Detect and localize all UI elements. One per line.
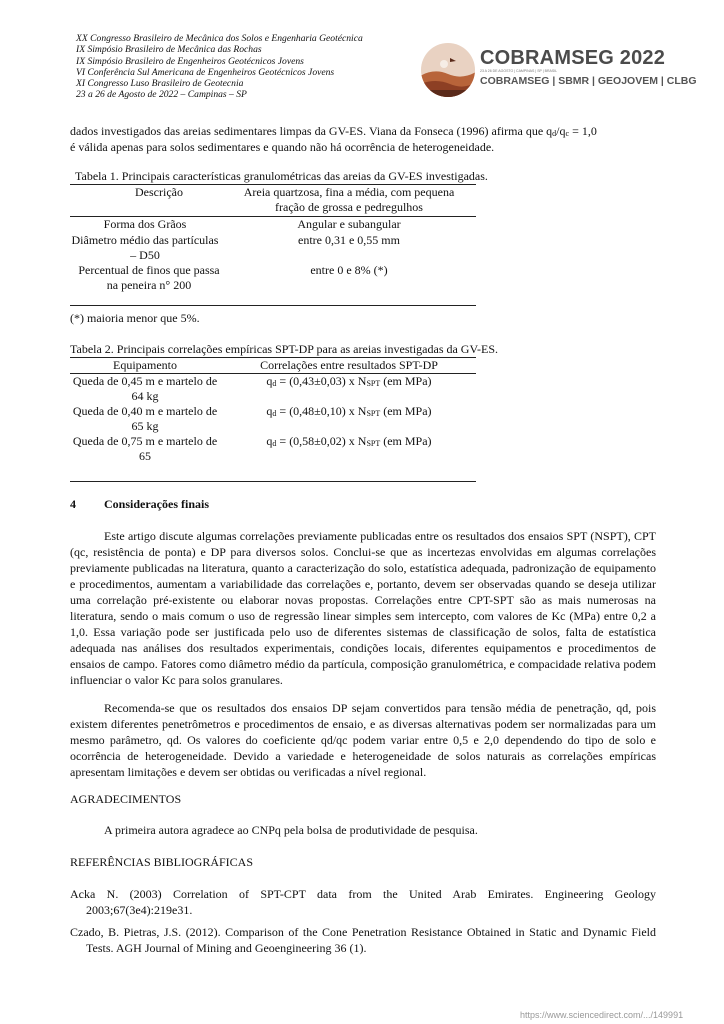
conference-header <box>76 33 363 101</box>
header-line: XI Congresso Luso Brasileiro de Geotecnia <box>76 78 244 90</box>
table2-header-eq: Equipamento <box>113 358 177 372</box>
ack-heading: AGRADECIMENTOS <box>70 792 182 806</box>
section-number: 4 <box>70 497 76 511</box>
header-line: IX Simpósio Brasileiro de Mecânica das Rochas <box>76 44 262 56</box>
table2-cell-corr: $q_d = (0,58\pm 0,02)$ x $N_{SPT}$ (em MPa) <box>266 434 432 448</box>
table2-cell-corr: $q_d = (0,48\pm 0,10)$ x $N_{SPT}$ (em MPa) <box>266 404 432 418</box>
table1-bottom-rule <box>70 305 476 306</box>
logo-subtitle: COBRAMSEG | SBMR | GEOJOVEM | CLBG <box>480 75 697 87</box>
table1-cell-desc: Diâmetro médio das partículas – D50 <box>71 233 219 262</box>
footer-url: https://www.sciencedirect.com/.../149991 <box>520 1010 684 1020</box>
section-paragraph: Este artigo discute algumas correlações previamente publicadas entre os resultados dos ensaios SPT (NSPT), CPT (qc, resistência de ponta) e DP para diversos solos. Conclui-se que as incertezas envolvidas em algumas correlações previamente publicadas na literatura, quanto a caracterização do solo, estatística adequada, padronização de equipamento e procedimentos, aumentam a variabilidade das correlações e, portanto, devem ser observadas quando se deseja utilizar uma correlação pré-existente ou elaborar novas propostas. Correlações entre CPT-SPT são as mais numerosas na literatura, sendo o mais comum o uso de regressão linear simples sem intercepto, com valores de Kc (MPa) entre 0,2 a 1,0. Essa variação pode ser justificada pelo uso de diferentes sistemas de classificação de solos, falta de estatística adequada nas análises dos resultados experimentais, condições locais, diferentes equipamentos e procedimentos de ensaios de campo. Fatores como diâmetro médio da partícula, composição granulométrica, e compacidade relativa podem influenciar o valor Kc para solos granulares. <box>70 529 656 687</box>
table1-header-val: Areia quartzosa, fina a média, com pequena fração de grossa e pedregulhos <box>243 185 455 214</box>
logo-emblem-icon <box>420 42 476 98</box>
header-line: 23 a 26 de Agosto de 2022 – Campinas – SP <box>76 89 247 101</box>
intro-paragraph <box>70 123 658 155</box>
ack-text: A primeira autora agradece ao CNPq pela bolsa de produtividade de pesquisa. <box>104 823 478 837</box>
table1-cell-desc: Percentual de finos que passa na peneira n° 200 <box>78 263 220 292</box>
table1-cell-val: Angular e subangular <box>297 217 401 231</box>
header-line: XX Congresso Brasileiro de Mecânica dos Solos e Engenharia Geotécnica <box>76 33 363 44</box>
table2-cell-eq: Queda de 0,40 m e martelo de 65 kg <box>72 404 218 433</box>
header-line: VI Conferência Sul Americana de Engenheiros Geotécnicos Jovens <box>76 66 335 78</box>
logo-small-text: 23 A 26 DE AGOSTO | CAMPINAS | SP | BRASIL <box>480 69 558 73</box>
table1-caption: Tabela 1. Principais características granulométricas das areias da GV-ES investigadas. <box>75 169 488 183</box>
reference-item: Acka N. (2003) Correlation of SPT-CPT data from the United Arab Emirates. Engineering Geology 2003;67(3e4):219e31. <box>70 887 656 917</box>
logo-title: COBRAMSEG 2022 <box>480 47 666 69</box>
reference-item: Czado, B. Pietras, J.S. (2012). Comparison of the Cone Penetration Resistance Obtained in Static and Dynamic Field Tests. AGH Journal of Mining and Geoengineering 36 (1). <box>70 925 656 955</box>
table2-caption: Tabela 2. Principais correlações empíricas SPT-DP para as areias investigadas da GV-ES. <box>70 342 499 356</box>
table2-bottom-rule <box>70 481 476 482</box>
table2-cell-eq: Queda de 0,75 m e martelo de 65 <box>72 434 218 463</box>
table1-note: (*) maioria menor que 5%. <box>70 311 200 325</box>
section-paragraph: Recomenda-se que os resultados dos ensaios DP sejam convertidos para tensão média de penetração, qd, pois existem diferentes penetrômetros e procedimentos de ensaio, e as diversas alternativas podem ser normalizadas para um mesmo parâmetro, qd. Os valores do coeficiente qd/qc podem variar entre 0,5 e 2,0 dependendo do tipo de solo e ocorrência de heterogeneidade. Devido a variedade e heterogeneidade de solos naturais as correlações empíricas apresentam limitações e devem ser obtidas ou verificadas a nível regional. <box>70 701 656 779</box>
intro-line: dados investigados das areias sedimentares limpas da GV-ES. Viana da Fonseca (1996) afirma que $q_d/q_c = 1,0$ <box>70 124 597 138</box>
table1-cell-val: entre 0 e 8% (*) <box>310 263 388 277</box>
table2-cell-eq: Queda de 0,45 m e martelo de 64 kg <box>72 374 218 403</box>
section-title: Considerações finais <box>104 497 209 511</box>
table2-header-corr: Correlações entre resultados SPT-DP <box>260 358 438 372</box>
header-line: IX Simpósio Brasileiro de Engenheiros Geotécnicos Jovens <box>76 55 304 67</box>
table1-cell-val: entre 0,31 e 0,55 mm <box>298 233 400 247</box>
table1-cell-desc: Forma dos Grãos <box>103 217 187 231</box>
table2-cell-corr: $q_d = (0,43\pm 0,03)$ x $N_{SPT}$ (em MPa) <box>266 374 432 388</box>
table1-header-desc: Descrição <box>135 185 183 199</box>
refs-heading: REFERÊNCIAS BIBLIOGRÁFICAS <box>70 855 254 869</box>
intro-line: é válida apenas para solos sedimentares e quando não há ocorrência de heterogeneidade. <box>70 140 495 154</box>
cobramseg-logo <box>420 42 697 98</box>
